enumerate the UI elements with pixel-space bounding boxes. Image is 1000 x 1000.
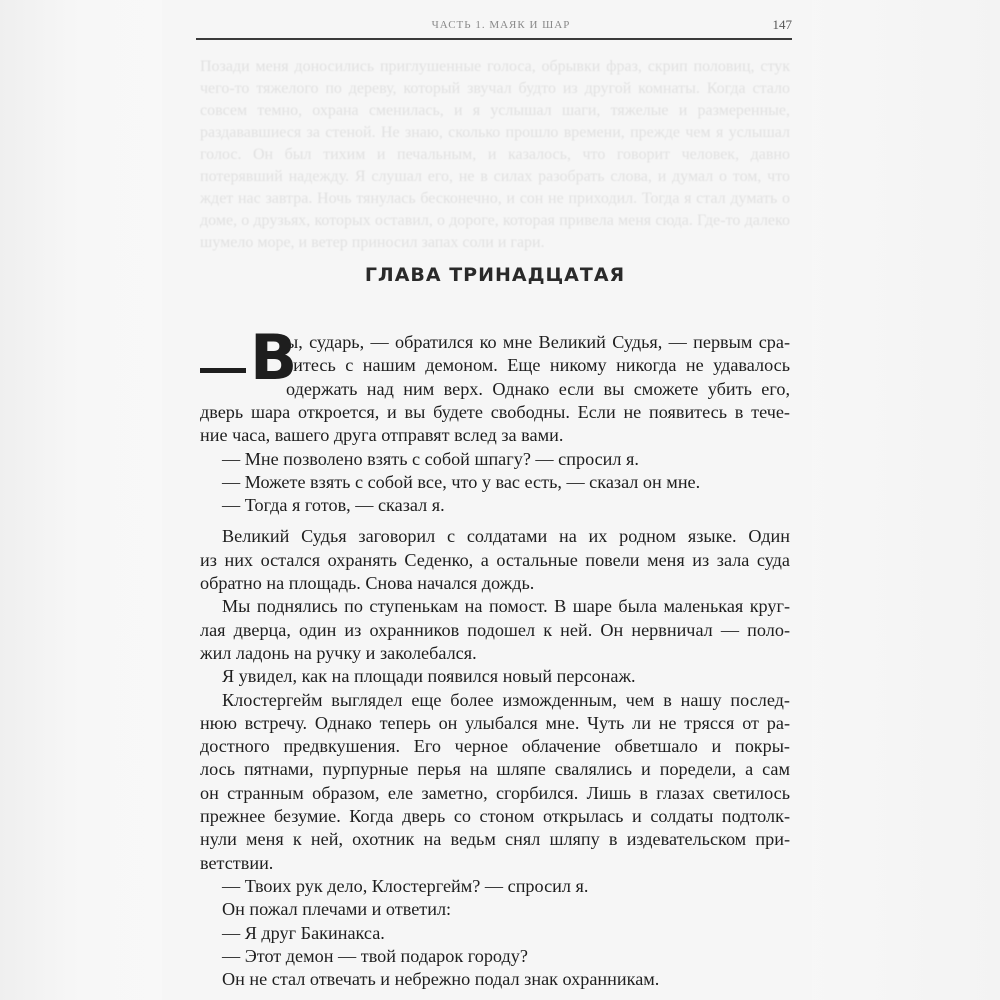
text-line: обратно на площадь. Снова начался дождь. xyxy=(200,573,535,594)
text-line: нули меня к ней, охотник на ведьм снял шляпу в издевательском при- xyxy=(200,829,790,850)
text-line: дверь шара откроется, и вы будете свободны. Если не появитесь в тече- xyxy=(200,402,790,422)
text-line: нюю встречу. Однако теперь он улыбался мне. Чуть ли не трясся от ра- xyxy=(200,712,790,733)
text-line: Он не стал отвечать и небрежно подал знак охранникам. xyxy=(222,969,660,990)
text-line: Я увидел, как на площади появился новый персонаж. xyxy=(222,666,636,687)
text-line: жил ладонь на ручку и заколебался. xyxy=(200,642,477,663)
text-line: прежнее безумие. Когда дверь со стоном открылась и солдаты подтолк- xyxy=(200,806,790,827)
opening-paragraph xyxy=(200,321,790,401)
running-head: ЧАСТЬ 1. МАЯК И ШАР xyxy=(431,19,571,31)
dialogue-line: — Можете взять с собой все, что у вас есть, — сказал он мне. xyxy=(222,471,701,492)
text-line: ветствии. xyxy=(200,852,274,873)
body-text xyxy=(200,321,790,991)
text-line: ние часа, вашего друга отправят вслед за вами. xyxy=(200,425,564,446)
page-header xyxy=(196,14,792,40)
text-line: зитесь с нашим демоном. Еще никому никогда не удавалось xyxy=(286,355,790,376)
text-line: Он пожал плечами и ответил: xyxy=(222,899,452,920)
dialogue-line: — Я друг Бакинакса. xyxy=(222,922,385,943)
dialogue-line: — Тогда я готов, — сказал я. xyxy=(222,495,445,516)
text-line: одержать над ним верх. Однако если вы сможете убить его, xyxy=(286,378,790,399)
dialogue-line: — Мне позволено взять с собой шпагу? — спросил я. xyxy=(222,448,639,469)
text-line: Клостергейм выглядел еще более изможденным, чем в нашу послед- xyxy=(222,689,790,710)
text-line: Мы поднялись по ступенькам на помост. В шаре была маленькая круг- xyxy=(222,596,790,617)
text-line: лось пятнами, пурпурные перья на шляпе свалялись и поредели, а сам xyxy=(200,759,790,780)
text-line: Великий Судья заговорил с солдатами на их родном языке. Один xyxy=(222,526,790,547)
dialogue-line: — Твоих рук дело, Клостергейм? — спросил я. xyxy=(222,875,589,896)
text-line: он странным образом, еле заметно, сгорбился. Лишь в глазах светилось xyxy=(200,782,790,803)
dialogue-line: — Этот демон — твой подарок городу? xyxy=(222,945,528,966)
drop-cap: В xyxy=(250,321,298,394)
text-line: ы, сударь, — обратился ко мне Великий Судья, — первым сра- xyxy=(286,332,790,352)
text-line: лая дверца, один из охранников подошел к ней. Он нервничал — поло- xyxy=(200,619,790,640)
chapter-title: ГЛАВА ТРИНАДЦАТАЯ xyxy=(364,264,626,286)
text-line: из них остался охранять Седенко, а остальные повели меня из зала суда xyxy=(200,549,790,570)
page-number: 147 xyxy=(772,17,792,32)
em-dash-mark xyxy=(200,368,246,373)
bleed-through-text: Позади меня доносились приглушенные голоса, обрывки фраз, скрип половиц, стук чего-то тяжелого по дереву, который звучал будто из другой комнаты. Когда стало совсем темно, охрана сменилась, и я услышал шаги, тяжелые и размеренные, раздававшиеся за стеной. Не знаю, сколько прошло времени, прежде чем я услышал голос. Он был тихим и печальным, и казалось, что говорит человек, давно потерявший надежду. Я слушал его, не в силах разобрать слова, и думал о том, что ждет нас завтра. Ночь тянулась бесконечно, и сон не приходил. Тогда я стал думать о доме, о друзьях, которых оставил, о дороге, которая привела меня сюда. Где-то далеко шумело море, и ветер приносил запах соли и гари. xyxy=(200,58,790,251)
text-line: достного предвкушения. Его черное облачение обветшало и покры- xyxy=(200,736,790,757)
